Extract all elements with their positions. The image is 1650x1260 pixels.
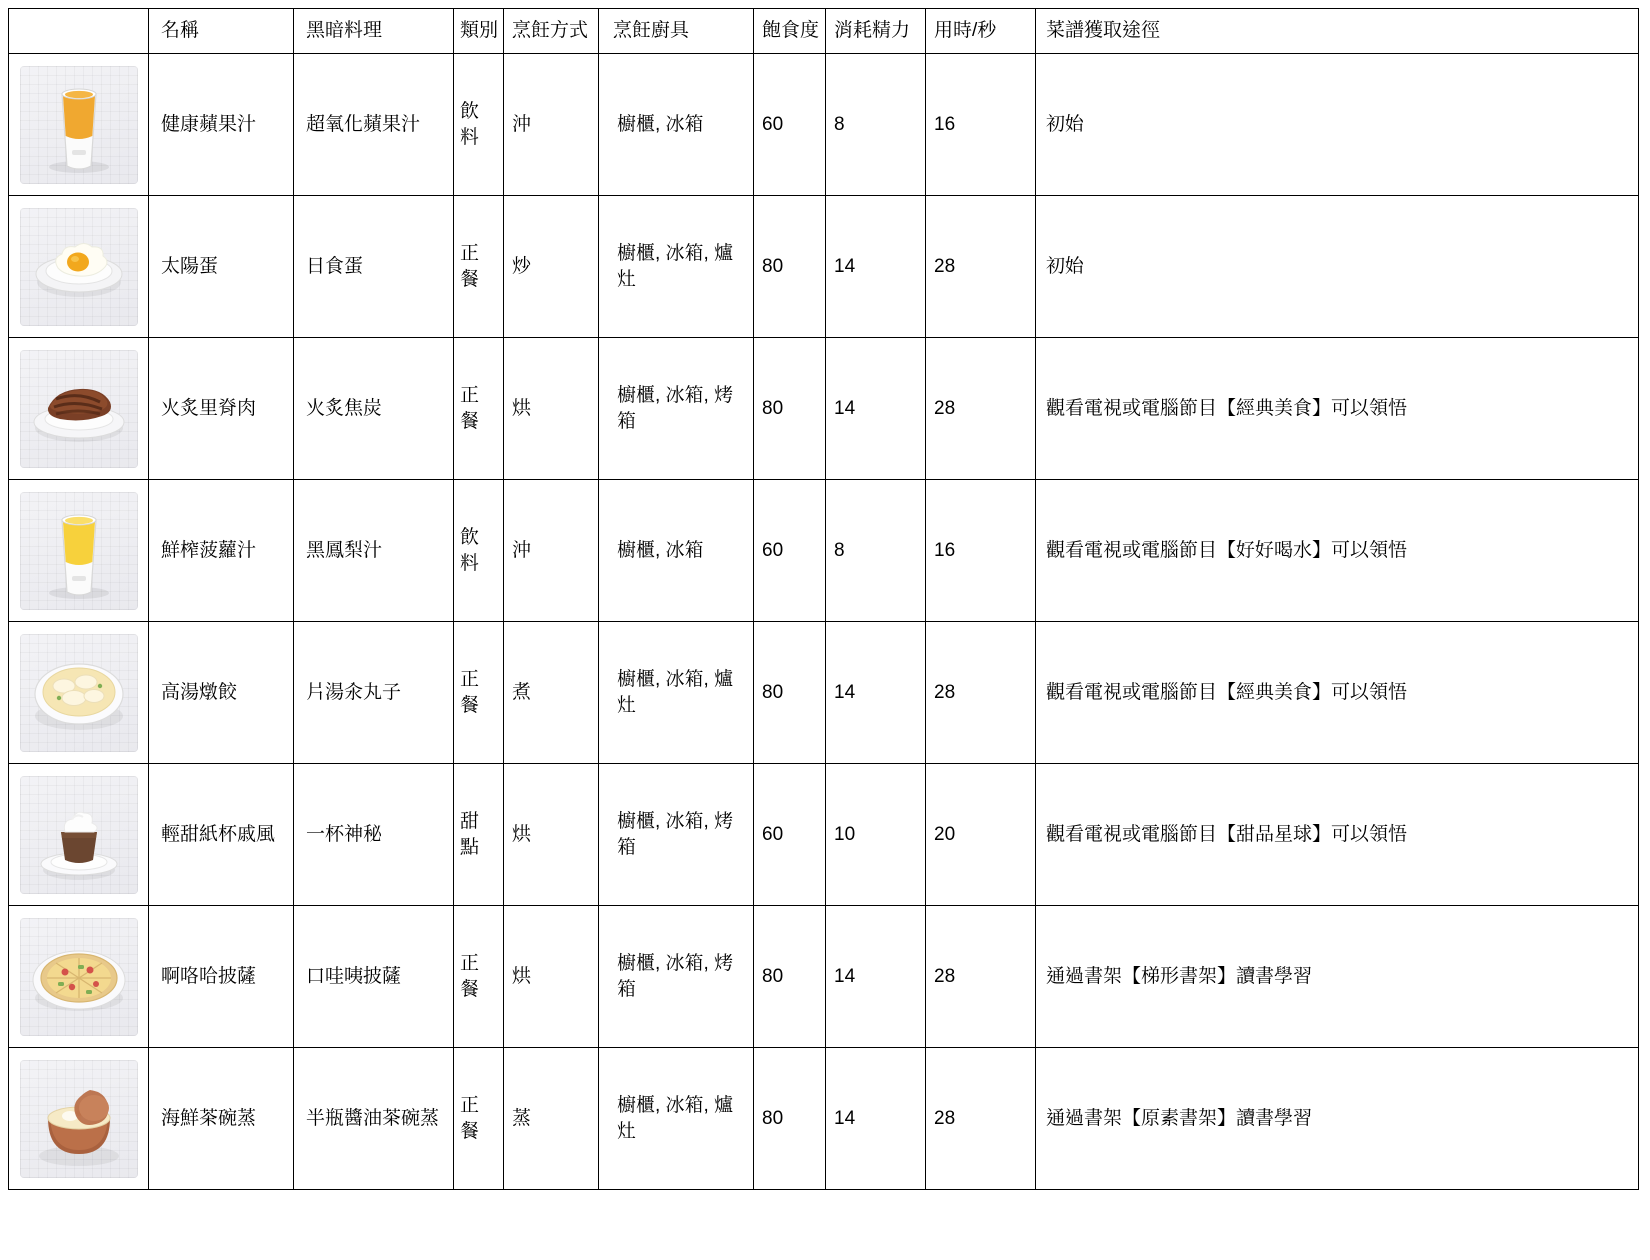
recipe-energy-cell: 14: [826, 622, 926, 764]
column-header-category-label: 類別: [460, 20, 499, 41]
recipe-energy-cell: 14: [826, 1048, 926, 1190]
recipe-image-cell: [9, 54, 149, 196]
recipe-cook-method-cell: 蒸: [504, 1048, 599, 1190]
recipe-category-cell: 正餐: [454, 338, 504, 480]
fried-egg-icon: [20, 208, 138, 326]
recipe-cook-method-cell: 煮: [504, 622, 599, 764]
recipe-energy-cell: 8: [826, 480, 926, 622]
recipe-energy-cell: 8: [826, 54, 926, 196]
column-header-name: [149, 9, 294, 54]
recipe-cook-tools-cell: 櫥櫃, 冰箱, 爐灶: [599, 196, 754, 338]
recipe-fullness-cell: 80: [754, 1048, 826, 1190]
recipe-fullness-cell: 80: [754, 622, 826, 764]
recipe-source-cell: 通過書架【梯形書架】讀書學習: [1036, 906, 1639, 1048]
recipe-image-cell: [9, 480, 149, 622]
recipe-name-cell: 啊咯哈披薩: [149, 906, 294, 1048]
recipe-category-cell: 正餐: [454, 622, 504, 764]
recipe-time-cell: 28: [926, 622, 1036, 764]
recipe-time-cell: 16: [926, 480, 1036, 622]
recipe-fullness-cell: 80: [754, 338, 826, 480]
recipe-time-cell: 20: [926, 764, 1036, 906]
recipe-energy-cell: 10: [826, 764, 926, 906]
column-header-fullness-label: 飽食度: [762, 20, 820, 41]
column-header-time: [926, 9, 1036, 54]
recipe-cook-tools-cell: 櫥櫃, 冰箱, 爐灶: [599, 1048, 754, 1190]
column-header-name-label: 名稱: [161, 20, 200, 41]
recipe-source-cell: 觀看電視或電腦節目【經典美食】可以領悟: [1036, 338, 1639, 480]
grilled-steak-icon: [20, 350, 138, 468]
recipe-fullness-cell: 60: [754, 480, 826, 622]
juice-cup-orange-icon: [20, 66, 138, 184]
recipe-name-cell: 火炙里脊肉: [149, 338, 294, 480]
column-header-energy-label: 消耗精力: [834, 20, 911, 41]
column-header-category: [454, 9, 504, 54]
recipe-time-cell: 28: [926, 196, 1036, 338]
recipe-cook-method-cell: 炒: [504, 196, 599, 338]
recipe-dark-dish-cell: 片湯汆丸子: [294, 622, 454, 764]
column-header-cook-method: [504, 9, 599, 54]
cupcake-icon: [20, 776, 138, 894]
recipe-energy-cell: 14: [826, 906, 926, 1048]
recipe-energy-cell: 14: [826, 338, 926, 480]
juice-cup-yellow-icon: [20, 492, 138, 610]
recipe-source-cell: 初始: [1036, 54, 1639, 196]
recipe-source-cell: 觀看電視或電腦節目【好好喝水】可以領悟: [1036, 480, 1639, 622]
table-row: [9, 196, 1639, 338]
recipe-image-cell: [9, 1048, 149, 1190]
recipe-category-cell: 正餐: [454, 1048, 504, 1190]
chawanmushi-icon: [20, 1060, 138, 1178]
recipe-cook-tools-cell: 櫥櫃, 冰箱, 烤箱: [599, 906, 754, 1048]
table-row: [9, 1048, 1639, 1190]
recipe-energy-cell: 14: [826, 196, 926, 338]
column-header-image: [9, 9, 149, 54]
table-header: [9, 9, 1639, 54]
recipe-image-cell: [9, 906, 149, 1048]
recipe-cook-method-cell: 烘: [504, 764, 599, 906]
recipe-category-cell: 正餐: [454, 196, 504, 338]
recipe-image-cell: [9, 622, 149, 764]
recipe-fullness-cell: 60: [754, 764, 826, 906]
column-header-time-label: 用時/秒: [934, 20, 997, 41]
recipe-dark-dish-cell: 日食蛋: [294, 196, 454, 338]
recipe-source-cell: 觀看電視或電腦節目【經典美食】可以領悟: [1036, 622, 1639, 764]
recipe-cook-tools-cell: 櫥櫃, 冰箱: [599, 54, 754, 196]
recipe-name-cell: 太陽蛋: [149, 196, 294, 338]
recipe-dark-dish-cell: 一杯神秘: [294, 764, 454, 906]
table-row: [9, 338, 1639, 480]
recipe-image-cell: [9, 338, 149, 480]
table-row: [9, 764, 1639, 906]
recipe-name-cell: 健康蘋果汁: [149, 54, 294, 196]
recipe-name-cell: 海鮮茶碗蒸: [149, 1048, 294, 1190]
recipe-category-cell: 甜點: [454, 764, 504, 906]
recipe-name-cell: 鮮榨菠蘿汁: [149, 480, 294, 622]
recipe-cook-method-cell: 沖: [504, 480, 599, 622]
recipe-source-cell: 通過書架【原素書架】讀書學習: [1036, 1048, 1639, 1190]
recipe-cook-tools-cell: 櫥櫃, 冰箱, 烤箱: [599, 338, 754, 480]
column-header-energy: [826, 9, 926, 54]
recipe-dark-dish-cell: 半瓶醬油茶碗蒸: [294, 1048, 454, 1190]
table-row: [9, 480, 1639, 622]
recipe-name-cell: 高湯燉餃: [149, 622, 294, 764]
column-header-dark-dish: [294, 9, 454, 54]
recipe-fullness-cell: 80: [754, 196, 826, 338]
recipe-time-cell: 28: [926, 906, 1036, 1048]
table-header-row: [9, 9, 1639, 54]
recipe-source-cell: 初始: [1036, 196, 1639, 338]
column-header-source: [1036, 9, 1639, 54]
recipe-fullness-cell: 60: [754, 54, 826, 196]
table-row: [9, 54, 1639, 196]
column-header-cook-tools-label: 烹飪廚具: [613, 20, 690, 41]
recipe-time-cell: 28: [926, 338, 1036, 480]
recipe-source-cell: 觀看電視或電腦節目【甜品星球】可以領悟: [1036, 764, 1639, 906]
recipe-time-cell: 16: [926, 54, 1036, 196]
recipe-image-cell: [9, 764, 149, 906]
column-header-cook-tools: [599, 9, 754, 54]
table-body: [9, 54, 1639, 1190]
recipe-category-cell: 飲料: [454, 480, 504, 622]
recipe-cook-method-cell: 烘: [504, 338, 599, 480]
table-row: [9, 906, 1639, 1048]
recipe-cook-method-cell: 沖: [504, 54, 599, 196]
column-header-dark-dish-label: 黑暗料理: [306, 20, 383, 41]
table-row: [9, 622, 1639, 764]
recipe-dark-dish-cell: 口哇咦披薩: [294, 906, 454, 1048]
recipe-time-cell: 28: [926, 1048, 1036, 1190]
recipe-name-cell: 輕甜紙杯戚風: [149, 764, 294, 906]
recipe-dark-dish-cell: 黑鳳梨汁: [294, 480, 454, 622]
recipe-cook-tools-cell: 櫥櫃, 冰箱, 烤箱: [599, 764, 754, 906]
recipe-category-cell: 正餐: [454, 906, 504, 1048]
recipe-fullness-cell: 80: [754, 906, 826, 1048]
recipe-dark-dish-cell: 超氧化蘋果汁: [294, 54, 454, 196]
column-header-fullness: [754, 9, 826, 54]
column-header-source-label: 菜譜獲取途徑: [1046, 20, 1161, 41]
recipe-image-cell: [9, 196, 149, 338]
recipe-cook-tools-cell: 櫥櫃, 冰箱, 爐灶: [599, 622, 754, 764]
recipe-cook-method-cell: 烘: [504, 906, 599, 1048]
column-header-cook-method-label: 烹飪方式: [512, 20, 589, 41]
recipe-cook-tools-cell: 櫥櫃, 冰箱: [599, 480, 754, 622]
pizza-icon: [20, 918, 138, 1036]
recipe-dark-dish-cell: 火炙焦炭: [294, 338, 454, 480]
recipe-category-cell: 飲料: [454, 54, 504, 196]
recipe-table: [8, 8, 1639, 1190]
dumpling-soup-icon: [20, 634, 138, 752]
